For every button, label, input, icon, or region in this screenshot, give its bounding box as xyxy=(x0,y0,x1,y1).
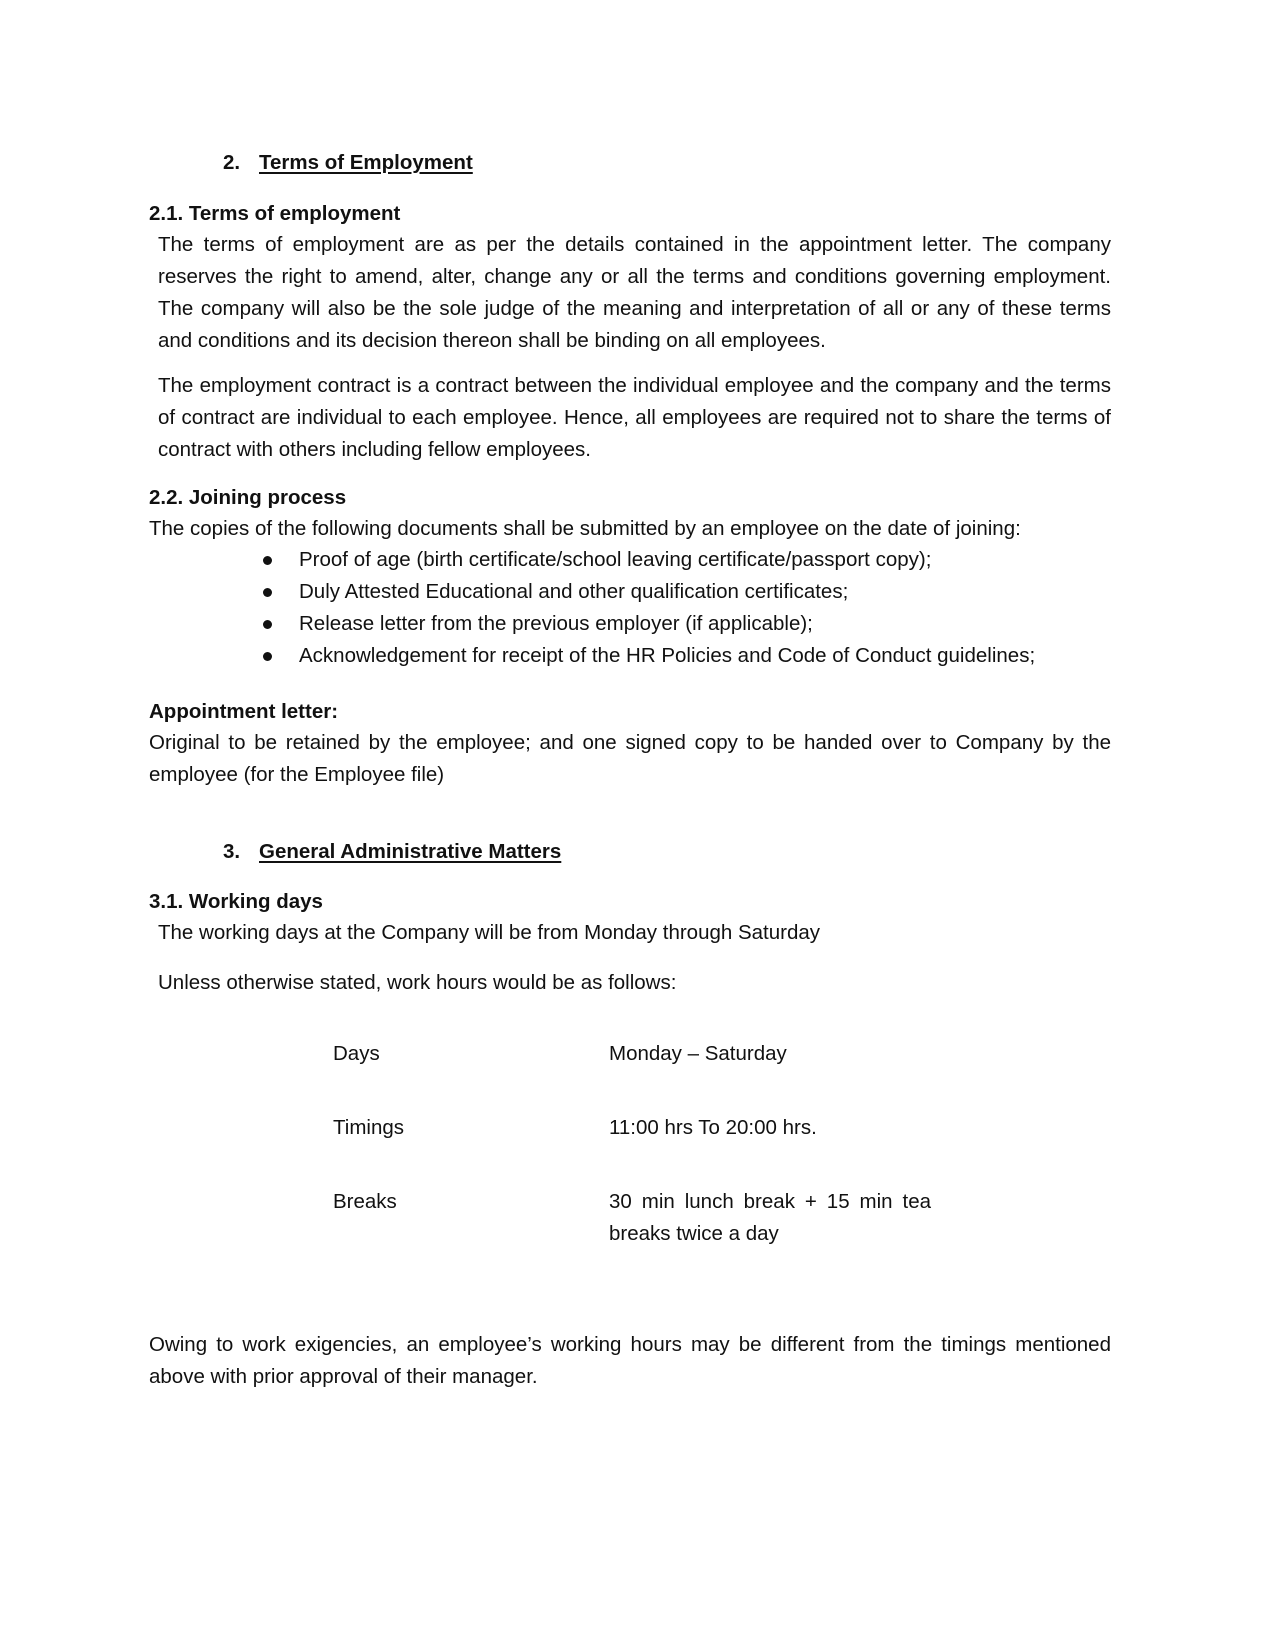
closing-paragraph: Owing to work exigencies, an employee’s working hours may be different from the timings mentioned above with prior approval of their manager. xyxy=(149,1333,1111,1388)
table-label: Days xyxy=(333,1042,380,1065)
work-hours-intro: Unless otherwise stated, work hours would be as follows: xyxy=(158,971,677,994)
bullet-icon xyxy=(263,556,272,565)
table-label: Timings xyxy=(333,1116,404,1139)
table-value: 30 min lunch break + 15 min tea breaks twice a day xyxy=(609,1190,931,1245)
bullet-icon xyxy=(263,588,272,597)
subsection-heading-2-1: 2.1. Terms of employment xyxy=(149,202,401,225)
appointment-letter-heading: Appointment letter: xyxy=(149,700,339,723)
subsection-heading-2-2: 2.2. Joining process xyxy=(149,486,347,509)
list-item: Release letter from the previous employer (if applicable); xyxy=(263,608,1123,640)
list-item: Proof of age (birth certificate/school leaving certificate/passport copy); xyxy=(263,544,1123,576)
appointment-letter-text: Original to be retained by the employee; and one signed copy to be handed over to Company by the employee (for the Employee file) xyxy=(149,731,1111,786)
section-number: 3. xyxy=(223,840,241,863)
section-3-heading xyxy=(223,836,561,868)
table-value: 11:00 hrs To 20:00 hrs. xyxy=(609,1116,817,1139)
table-label: Breaks xyxy=(333,1190,397,1213)
paragraph-terms: The terms of employment are as per the details contained in the appointment letter. The company reserves the right to amend, alter, change any or all the terms and conditions governing employment. The company will also be the sole judge of the meaning and interpretation of all or any of these terms and conditions and its decision thereon shall be binding on all employees. xyxy=(158,233,1111,352)
bullet-icon xyxy=(263,620,272,629)
list-item: Duly Attested Educational and other qualification certificates; xyxy=(263,576,1123,608)
section-title: Terms of Employment xyxy=(259,151,473,174)
section-title: General Administrative Matters xyxy=(259,840,562,863)
working-days-text: The working days at the Company will be from Monday through Saturday xyxy=(158,921,821,944)
list-item: Acknowledgement for receipt of the HR Policies and Code of Conduct guidelines; xyxy=(263,640,1123,672)
subsection-heading-3-1: 3.1. Working days xyxy=(149,890,323,913)
bullet-icon xyxy=(263,652,272,661)
joining-intro: The copies of the following documents shall be submitted by an employee on the date of joining: xyxy=(149,517,1021,540)
table-value: Monday – Saturday xyxy=(609,1042,787,1065)
section-number: 2. xyxy=(223,151,241,174)
joining-documents-list xyxy=(263,544,1123,672)
section-2-heading xyxy=(223,147,473,179)
paragraph-contract: The employment contract is a contract between the individual employee and the company and the terms of contract are individual to each employee. Hence, all employees are required not to share the terms of contract with others including fellow employees. xyxy=(158,374,1111,461)
